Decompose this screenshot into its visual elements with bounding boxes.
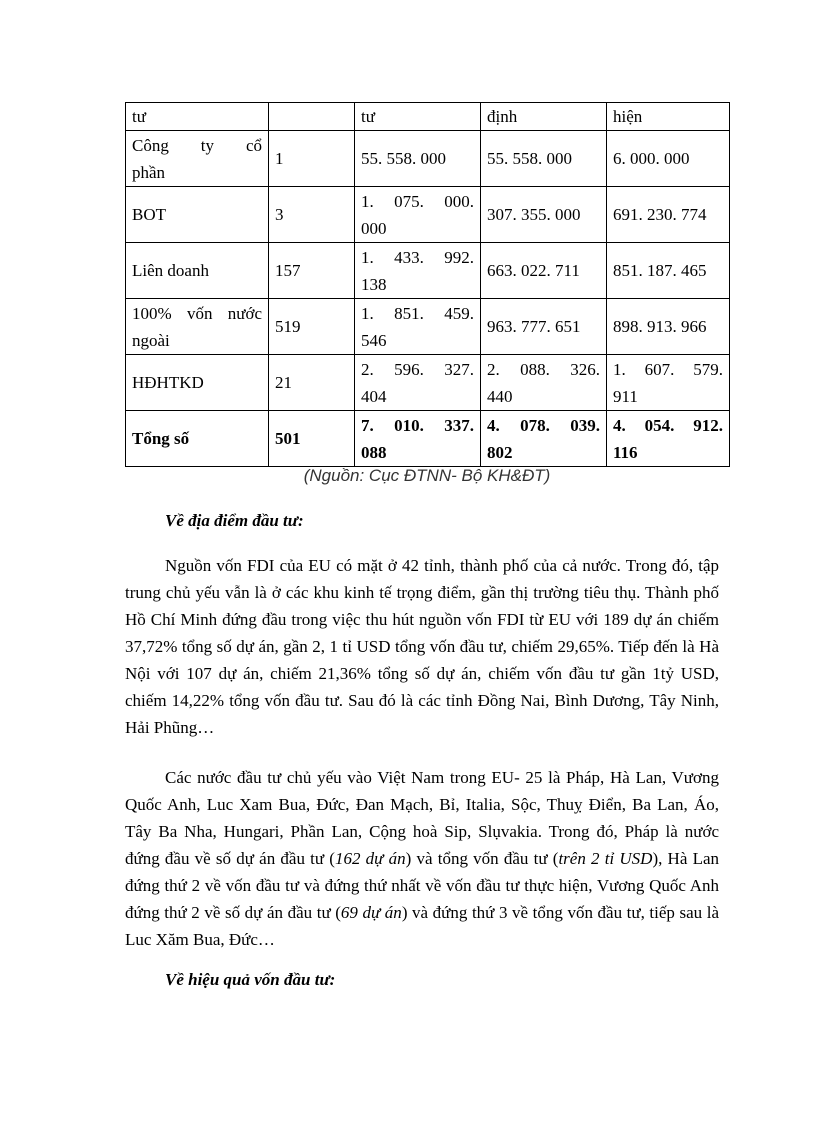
paragraph-text: ) và tổng vốn đầu tư ( (405, 849, 559, 868)
table-row (126, 187, 730, 243)
table-cell: 3 (269, 187, 355, 243)
table-header-cell: hiện (607, 103, 730, 131)
table-cell-line: 116 (613, 442, 638, 462)
table-cell (355, 243, 481, 299)
table-cell: 6. 000. 000 (607, 131, 730, 187)
table-cell (355, 355, 481, 411)
table-cell: 307. 355. 000 (481, 187, 607, 243)
table-cell: 963. 777. 651 (481, 299, 607, 355)
table-cell: 501 (269, 411, 355, 467)
table-header-row (126, 103, 730, 131)
table-cell-line: 440 (487, 386, 513, 406)
paragraph-countries (125, 764, 719, 953)
table-cell-line: 088 (361, 442, 387, 462)
table-cell (607, 411, 730, 467)
table-cell (481, 355, 607, 411)
fdi-table (125, 102, 730, 467)
table-cell-line: 4. 054. 912. (613, 415, 723, 435)
italic-text: 69 dự án (340, 903, 402, 922)
table-cell (607, 355, 730, 411)
table-cell: 519 (269, 299, 355, 355)
table-cell: 851. 187. 465 (607, 243, 730, 299)
table-header-cell: định (481, 103, 607, 131)
table-total-row (126, 411, 730, 467)
table-cell-line: 4. 078. 039. (487, 415, 600, 435)
table-cell-line: ngoài (132, 330, 170, 350)
paragraph-text: ), Hà Lan đứng thứ 2 về vốn đầu tư và đứng thứ nhất về vốn đầu tư thực hiện, Vương Quốc Anh đứng thứ 2 về số dự án đầu tư ( (125, 849, 720, 922)
table-cell: 55. 558. 000 (355, 131, 481, 187)
table-source-note: (Nguồn: Cục ĐTNN- Bộ KH&ĐT) (303, 466, 551, 485)
table-header-cell (269, 103, 355, 131)
paragraph-text: Các nước đầu tư chủ yếu vào Việt Nam trong EU- 25 là Pháp, Hà Lan, Vương Quốc Anh, Luc Xam Bua, Đức, Đan Mạch, Bỉ, Italia, Sộc, Thuỵ Điển, Ba Lan, Áo, Tây Ba Nha, Hungari, Phần Lan, Cộng hoà Sip, Slụvakia. Trong đó, Pháp là nước đứng đầu về số dự án đầu tư ( (125, 768, 719, 868)
table-cell-line: 100% vốn nước (132, 303, 262, 323)
table-cell (355, 187, 481, 243)
paragraph-text: ) và đứng thứ 3 về tổng vốn đầu tư, tiếp sau là Luc Xăm Bua, Đức… (125, 903, 719, 949)
table-cell-line: 000 (361, 218, 387, 238)
table-row (126, 131, 730, 187)
table-row (126, 243, 730, 299)
table-cell-line: 546 (361, 330, 387, 350)
table-cell (481, 411, 607, 467)
table-cell (355, 411, 481, 467)
table-cell: 55. 558. 000 (481, 131, 607, 187)
table-header-cell: tư (126, 103, 269, 131)
table-cell-line: 2. 596. 327. (361, 359, 474, 379)
table-cell (126, 131, 269, 187)
table-cell: 663. 022. 711 (481, 243, 607, 299)
table-cell: HĐHTKD (126, 355, 269, 411)
section-heading-location: Về địa điểm đầu tư: (165, 511, 304, 530)
italic-text: trên 2 tỉ USD (558, 849, 653, 868)
table-cell (126, 299, 269, 355)
table-cell-line: 7. 010. 337. (361, 415, 474, 435)
table-cell: 21 (269, 355, 355, 411)
table-cell: 898. 913. 966 (607, 299, 730, 355)
paragraph-text: Nguồn vốn FDI của EU có mặt ở 42 tỉnh, thành phố của cả nước. Trong đó, tập trung chủ yếu vẫn là ở các khu kinh tế trọng điểm, gần thị trường tiêu thụ. Thành phố Hồ Chí Minh đứng đầu trong việc thu hút nguồn vốn FDI từ EU với 189 dự án chiếm 37,72% tổng số dự án, gần 2, 1 tỉ USD tổng vốn đầu tư, chiếm 29,65%. Tiếp đến là Hà Nội với 107 dự án, chiếm 21,36% tổng số dự án, chiếm vốn đầu tư gần 1tỷ USD, chiếm 14,22% tổng vốn đầu tư. Sau đó là các tỉnh Đồng Nai, Bình Dương, Tây Ninh, Hải Phũng… (125, 556, 719, 737)
table-header-cell: tư (355, 103, 481, 131)
table-cell-line: 911 (613, 386, 638, 406)
table-cell-line: 1. 433. 992. (361, 247, 474, 267)
table-cell: BOT (126, 187, 269, 243)
table-cell-line: 1. 075. 000. (361, 191, 474, 211)
section-heading-efficiency: Về hiệu quả vốn đầu tư: (165, 970, 336, 989)
table-cell-line: phần (132, 162, 166, 182)
table-cell-line: 1. 607. 579. (613, 359, 723, 379)
table-cell: Liên doanh (126, 243, 269, 299)
table-cell-line: Công ty cổ (132, 135, 262, 155)
table-cell-line: 1. 851. 459. (361, 303, 474, 323)
table-cell (355, 299, 481, 355)
table-cell: Tổng số (126, 411, 269, 467)
paragraph-location (125, 552, 719, 741)
table-cell-line: 802 (487, 442, 513, 462)
table-cell: 157 (269, 243, 355, 299)
italic-text: 162 dự án (334, 849, 406, 868)
table-cell: 1 (269, 131, 355, 187)
table-row (126, 299, 730, 355)
table-row (126, 355, 730, 411)
table-cell-line: 2. 088. 326. (487, 359, 600, 379)
table-cell-line: 404 (361, 386, 387, 406)
table-cell: 691. 230. 774 (607, 187, 730, 243)
table-cell-line: 138 (361, 274, 387, 294)
